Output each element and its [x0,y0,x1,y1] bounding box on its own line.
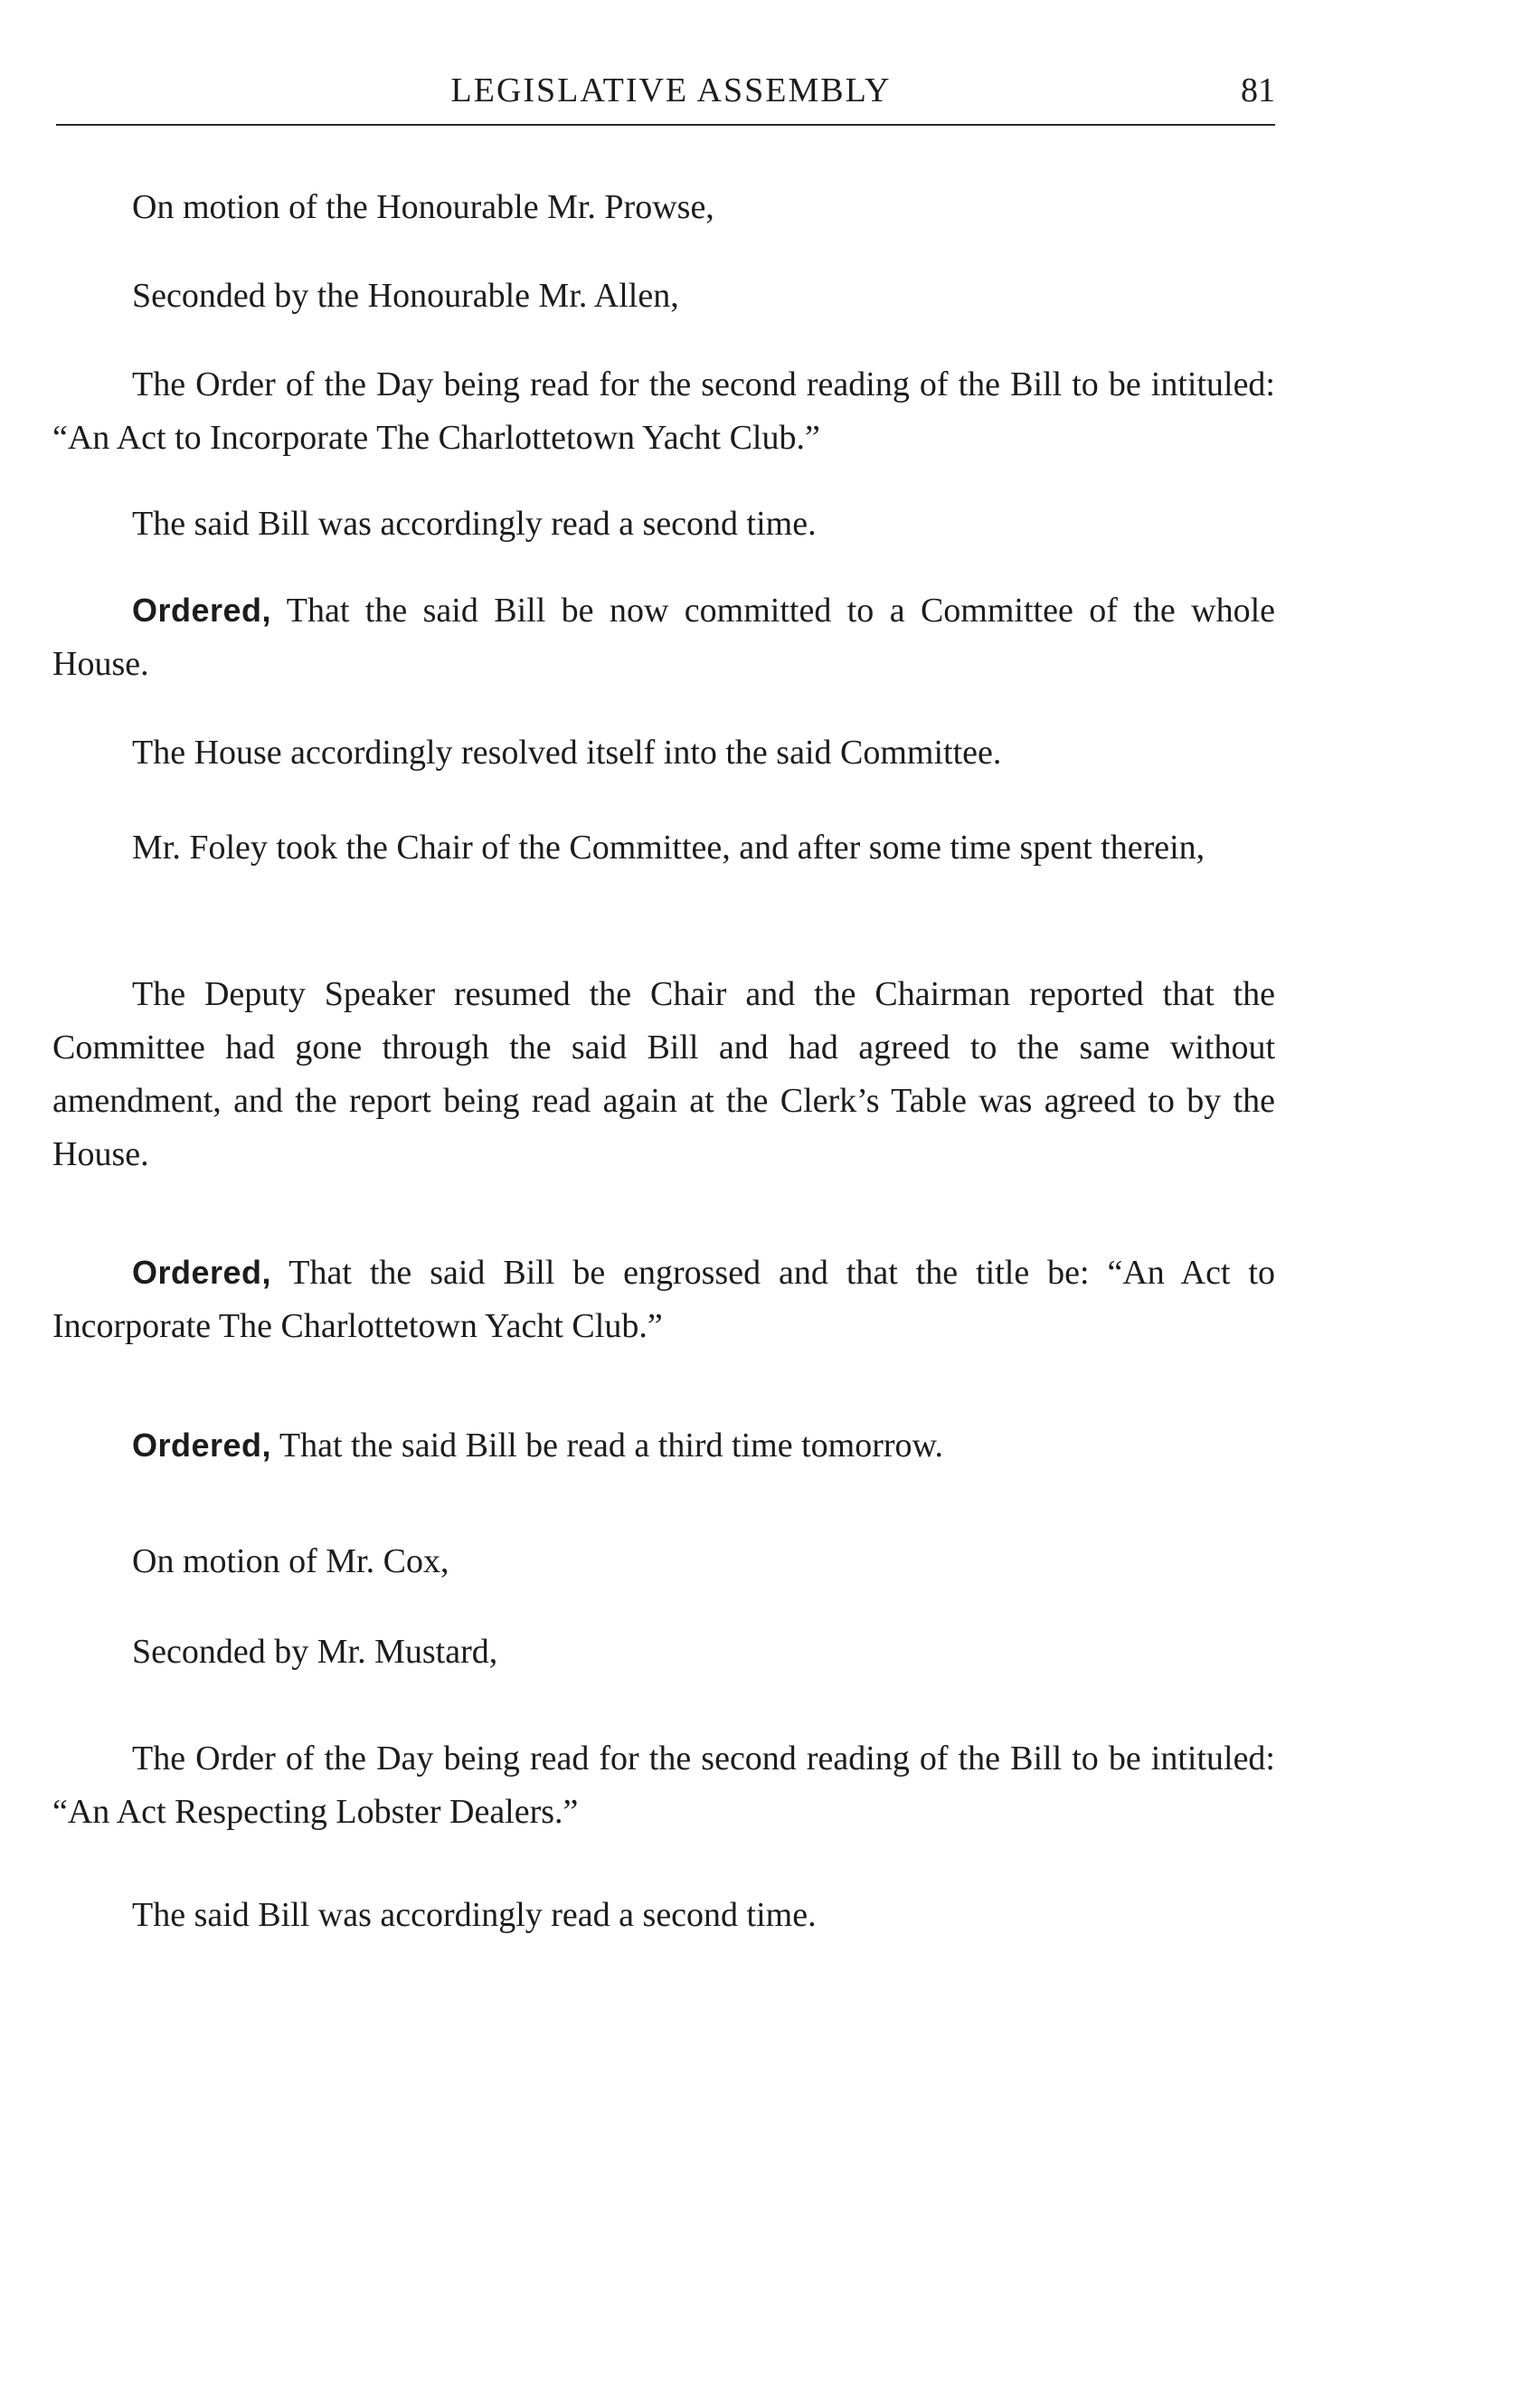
order-of-day-paragraph [52,358,1275,465]
ordered-label: Ordered, [132,1254,272,1291]
seconded-paragraph [52,1626,1275,1679]
ordered-paragraph [52,1418,1275,1473]
paragraph-text: The Order of the Day being read for the second reading of the Bill to be intituled: “An Act to Incorporate The Charlottetown Yacht Club.” [52,365,1275,457]
paragraph-text: On motion of the Honourable Mr. Prowse, [132,188,714,226]
running-header [56,63,1275,118]
paragraph-text: That the said Bill be engrossed and that the title be: “An Act to Incorporate The Charlottetown Yacht Club.” [52,1254,1275,1345]
header-rule [56,124,1275,126]
paragraph-text: The Deputy Speaker resumed the Chair and the Chairman reported that the Committee had gone through the said Bill and had agreed to the same without amendment, and the report being read again at the Clerk’s Table was agreed to by the House. [52,975,1275,1173]
seconded-paragraph [52,270,1275,323]
order-of-day-paragraph [52,1732,1275,1839]
paragraph-text: The House accordingly resolved itself into the said Committee. [132,734,1002,772]
paragraph-text: The said Bill was accordingly read a second time. [132,1896,817,1934]
motion-paragraph [52,1535,1275,1588]
chair-paragraph [52,821,1275,875]
paragraph-text: That the said Bill be read a third time tomorrow. [271,1427,943,1465]
ordered-label: Ordered, [132,1427,272,1464]
paragraph-text: The Order of the Day being read for the second reading of the Bill to be intituled: “An Act Respecting Lobster Dealers.” [52,1740,1275,1831]
report-paragraph [52,968,1275,1181]
second-reading-paragraph [52,1889,1275,1942]
second-reading-paragraph [52,498,1275,551]
page-number: 81 [1241,71,1275,109]
motion-paragraph [52,181,1275,234]
running-header-title: LEGISLATIVE ASSEMBLY [450,71,892,109]
ordered-paragraph [52,583,1275,691]
ordered-label: Ordered, [132,592,272,629]
paragraph-text: The said Bill was accordingly read a second time. [132,505,817,543]
ordered-paragraph [52,1246,1275,1353]
paragraph-text: Seconded by Mr. Mustard, [132,1633,498,1671]
paragraph-text: Mr. Foley took the Chair of the Committee, and after some time spent therein, [132,829,1205,867]
paragraph-text: On motion of Mr. Cox, [132,1542,449,1580]
house-resolved-paragraph [52,726,1275,780]
paragraph-text: That the said Bill be now committed to a Committee of the whole House. [52,592,1275,683]
paragraph-text: Seconded by the Honourable Mr. Allen, [132,277,679,315]
